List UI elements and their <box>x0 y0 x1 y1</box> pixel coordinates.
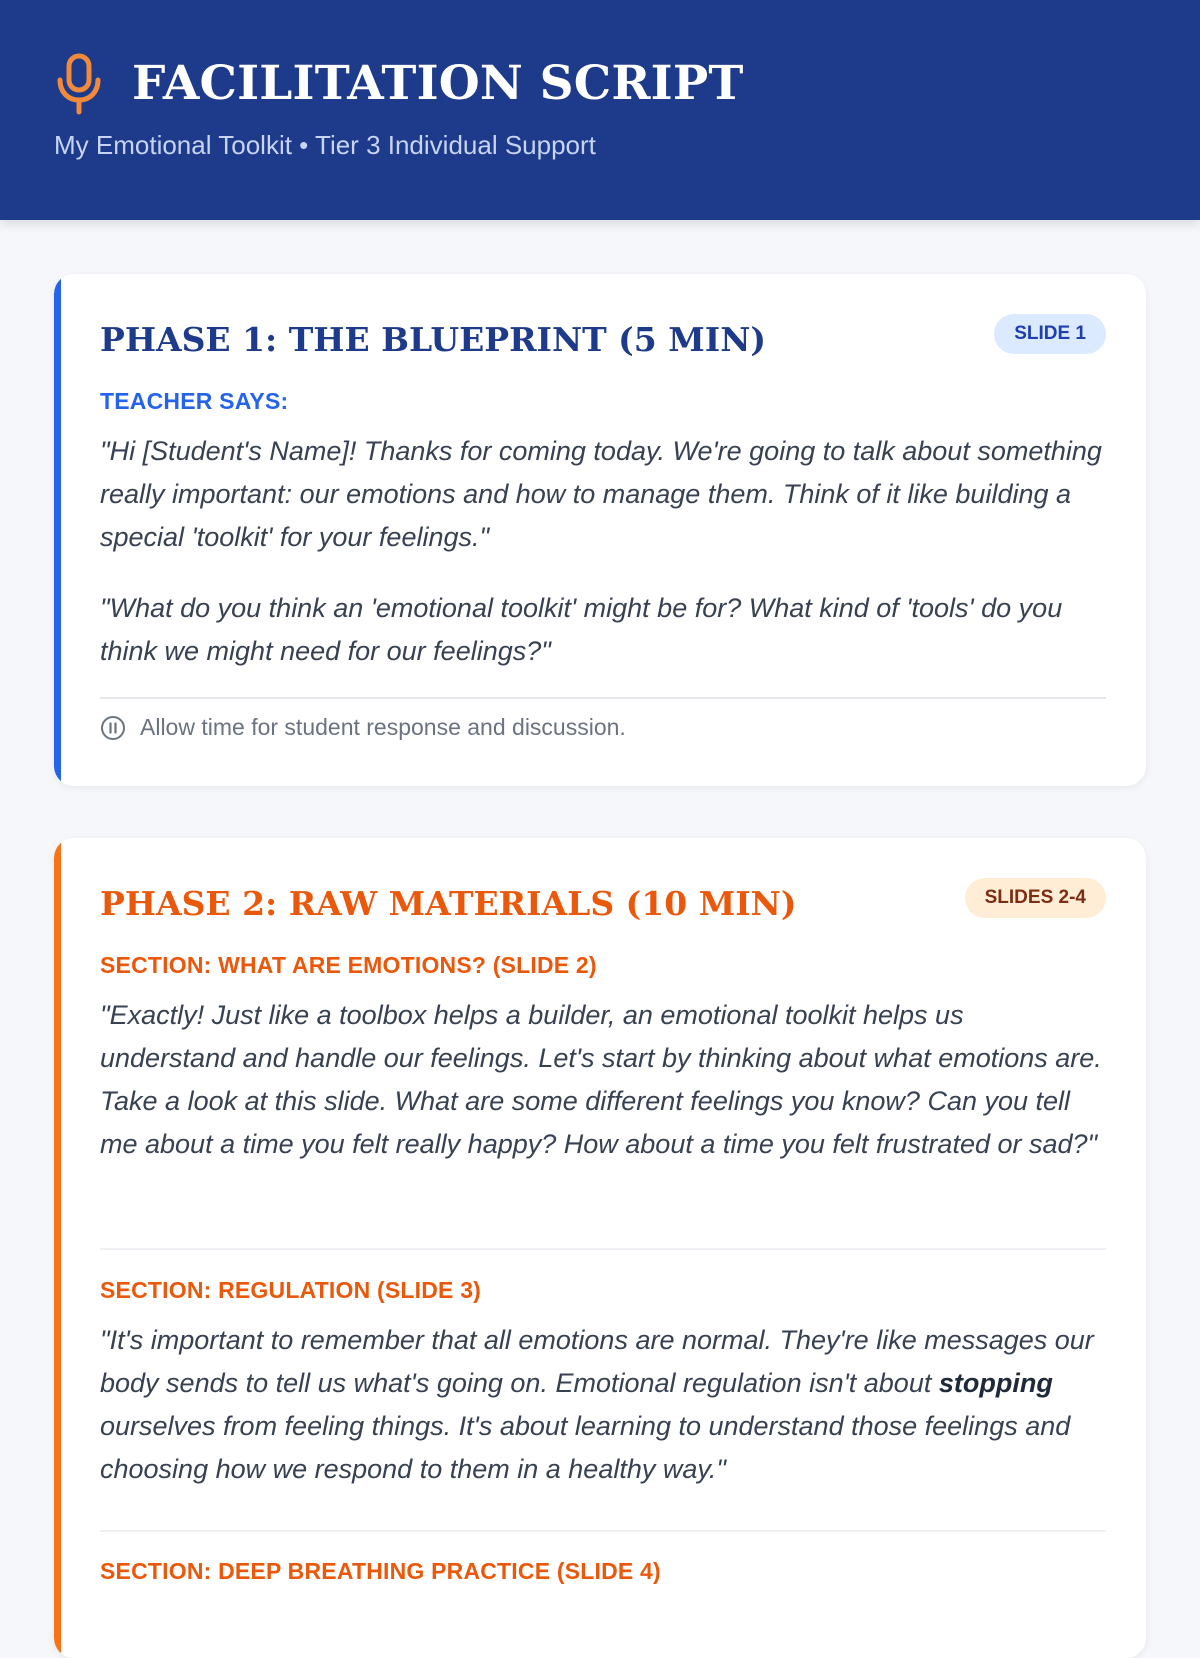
header-title-row <box>54 52 744 116</box>
phase-2-divider-2 <box>100 1530 1106 1532</box>
section-label-what-are-emotions: SECTION: WHAT ARE EMOTIONS? (SLIDE 2) <box>100 952 597 978</box>
phase-2-accent-bar <box>54 838 61 1658</box>
phase-card-1 <box>54 274 1146 786</box>
phase-1-note <box>100 714 626 741</box>
pause-icon <box>100 715 126 741</box>
section-label-regulation: SECTION: REGULATION (SLIDE 3) <box>100 1277 482 1303</box>
phase-1-accent-bar <box>54 274 61 786</box>
teacher-says-label: TEACHER SAYS: <box>100 388 289 414</box>
phase-1-quote-1: "Hi [Student's Name]! Thanks for coming today. We're going to talk about something really important: our emotions and how to manage them. Think of it like building a special 'toolkit' for your feelings." <box>100 436 1102 552</box>
page-title: FACILITATION SCRIPT <box>132 56 744 111</box>
phase-2-divider-1 <box>100 1248 1106 1250</box>
regulation-quote-part-2: ourselves from feeling things. It's about learning to understand those feelings and choosing how we respond to them in a healthy way." <box>100 1411 1071 1484</box>
phase-2-title: PHASE 2: RAW MATERIALS (10 MIN) <box>100 884 797 923</box>
phase-1-title: PHASE 1: THE BLUEPRINT (5 MIN) <box>100 320 766 359</box>
page-header <box>0 0 1200 220</box>
microphone-icon <box>54 52 104 116</box>
section-quote-regulation <box>100 1319 1106 1491</box>
regulation-quote-part-1: "It's important to remember that all emotions are normal. They're like messages our body sends to tell us what's going on. Emotional regulation isn't about <box>100 1325 1094 1398</box>
page-subtitle: My Emotional Toolkit • Tier 3 Individual Support <box>54 130 596 160</box>
phase-2-slide-badge: SLIDES 2-4 <box>965 878 1106 918</box>
phase-1-slide-badge: SLIDE 1 <box>994 314 1106 354</box>
phase-1-divider <box>100 697 1106 699</box>
regulation-quote-emphasis: stopping <box>938 1368 1053 1398</box>
phase-1-quote-2: "What do you think an 'emotional toolkit' might be for? What kind of 'tools' do you think we might need for our feelings?" <box>100 593 1063 666</box>
phase-1-note-text: Allow time for student response and discussion. <box>140 714 626 740</box>
phase-card-2 <box>54 838 1146 1658</box>
section-quote-what-are-emotions: "Exactly! Just like a toolbox helps a builder, an emotional toolkit helps us understand and handle our feelings. Let's start by thinking about what emotions are. Take a look at this slide. What are some different feelings you know? Can you tell me about a time you felt really happy? How about a time you felt frustrated or sad?" <box>100 1000 1102 1159</box>
section-label-deep-breathing: SECTION: DEEP BREATHING PRACTICE (SLIDE 4) <box>100 1558 661 1584</box>
